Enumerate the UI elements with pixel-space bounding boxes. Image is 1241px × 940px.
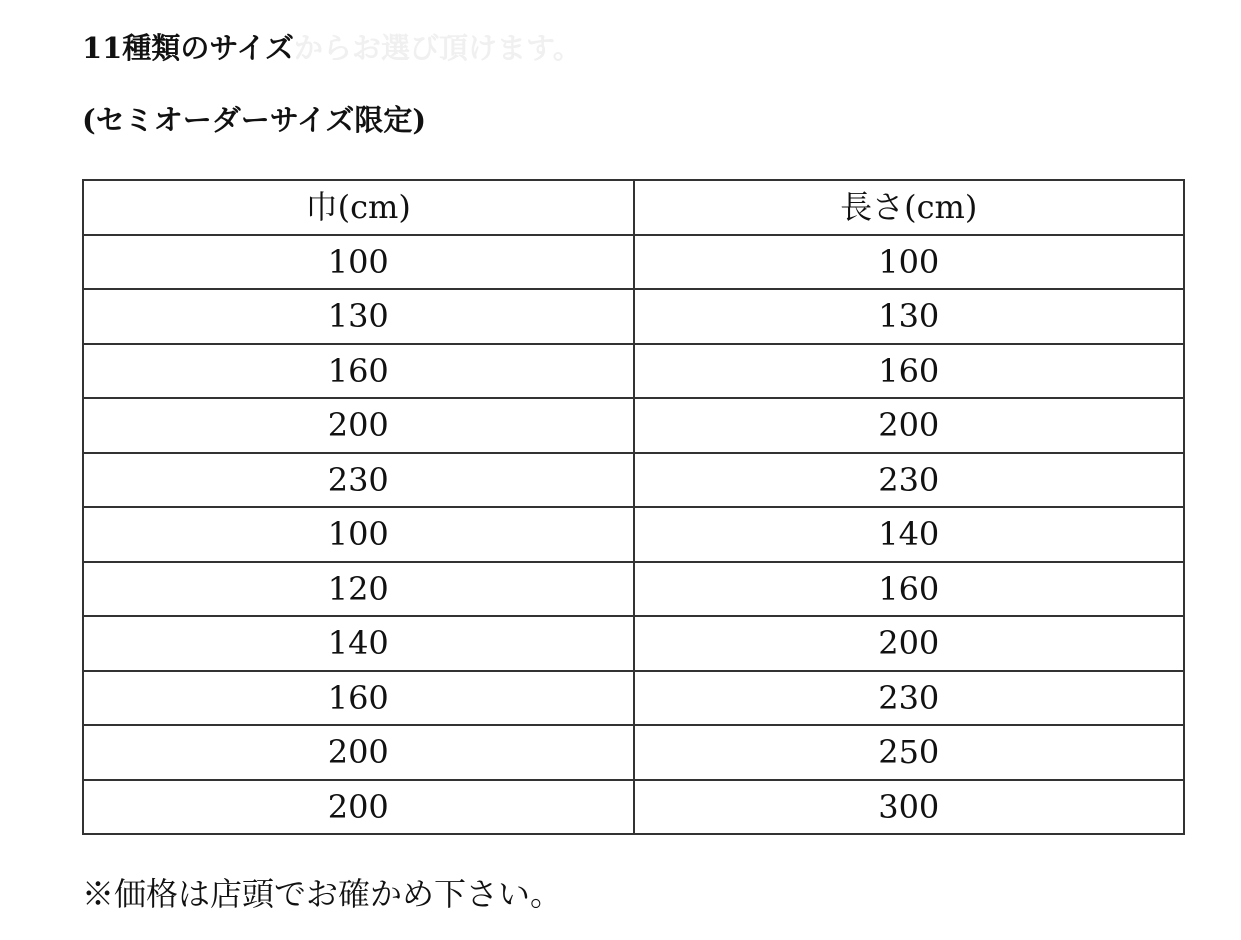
heading-line-1 — [82, 30, 582, 66]
table-row — [83, 453, 1184, 508]
size-table — [82, 179, 1185, 835]
table-row — [83, 344, 1184, 399]
cell-width: 100 — [83, 507, 634, 562]
table-header-row — [83, 180, 1184, 235]
table-row — [83, 616, 1184, 671]
cell-length: 300 — [634, 780, 1185, 835]
heading-line-2: (セミオーダーサイズ限定) — [82, 103, 427, 137]
cell-width: 200 — [83, 398, 634, 453]
cell-width: 160 — [83, 671, 634, 726]
cell-length: 230 — [634, 671, 1185, 726]
table-row — [83, 780, 1184, 835]
heading-faded-text: からお選び頂けます。 — [294, 31, 582, 65]
cell-length: 160 — [634, 562, 1185, 617]
cell-width: 130 — [83, 289, 634, 344]
cell-length: 160 — [634, 344, 1185, 399]
cell-length: 130 — [634, 289, 1185, 344]
table-row — [83, 507, 1184, 562]
table-row — [83, 562, 1184, 617]
cell-length: 200 — [634, 398, 1185, 453]
cell-length: 250 — [634, 725, 1185, 780]
price-note: ※価格は店頭でお確かめ下さい。 — [82, 875, 563, 913]
table-row — [83, 398, 1184, 453]
cell-width: 100 — [83, 235, 634, 290]
cell-width: 200 — [83, 780, 634, 835]
cell-width: 120 — [83, 562, 634, 617]
cell-width: 160 — [83, 344, 634, 399]
table-row — [83, 725, 1184, 780]
cell-width: 200 — [83, 725, 634, 780]
table-row — [83, 289, 1184, 344]
cell-width: 230 — [83, 453, 634, 508]
cell-length: 100 — [634, 235, 1185, 290]
column-header-width: 巾(cm) — [83, 180, 634, 235]
table-row — [83, 671, 1184, 726]
column-header-length: 長さ(cm) — [634, 180, 1185, 235]
cell-length: 140 — [634, 507, 1185, 562]
heading-text: 11種類のサイズ — [82, 31, 295, 65]
cell-width: 140 — [83, 616, 634, 671]
cell-length: 200 — [634, 616, 1185, 671]
table-row — [83, 235, 1184, 290]
cell-length: 230 — [634, 453, 1185, 508]
